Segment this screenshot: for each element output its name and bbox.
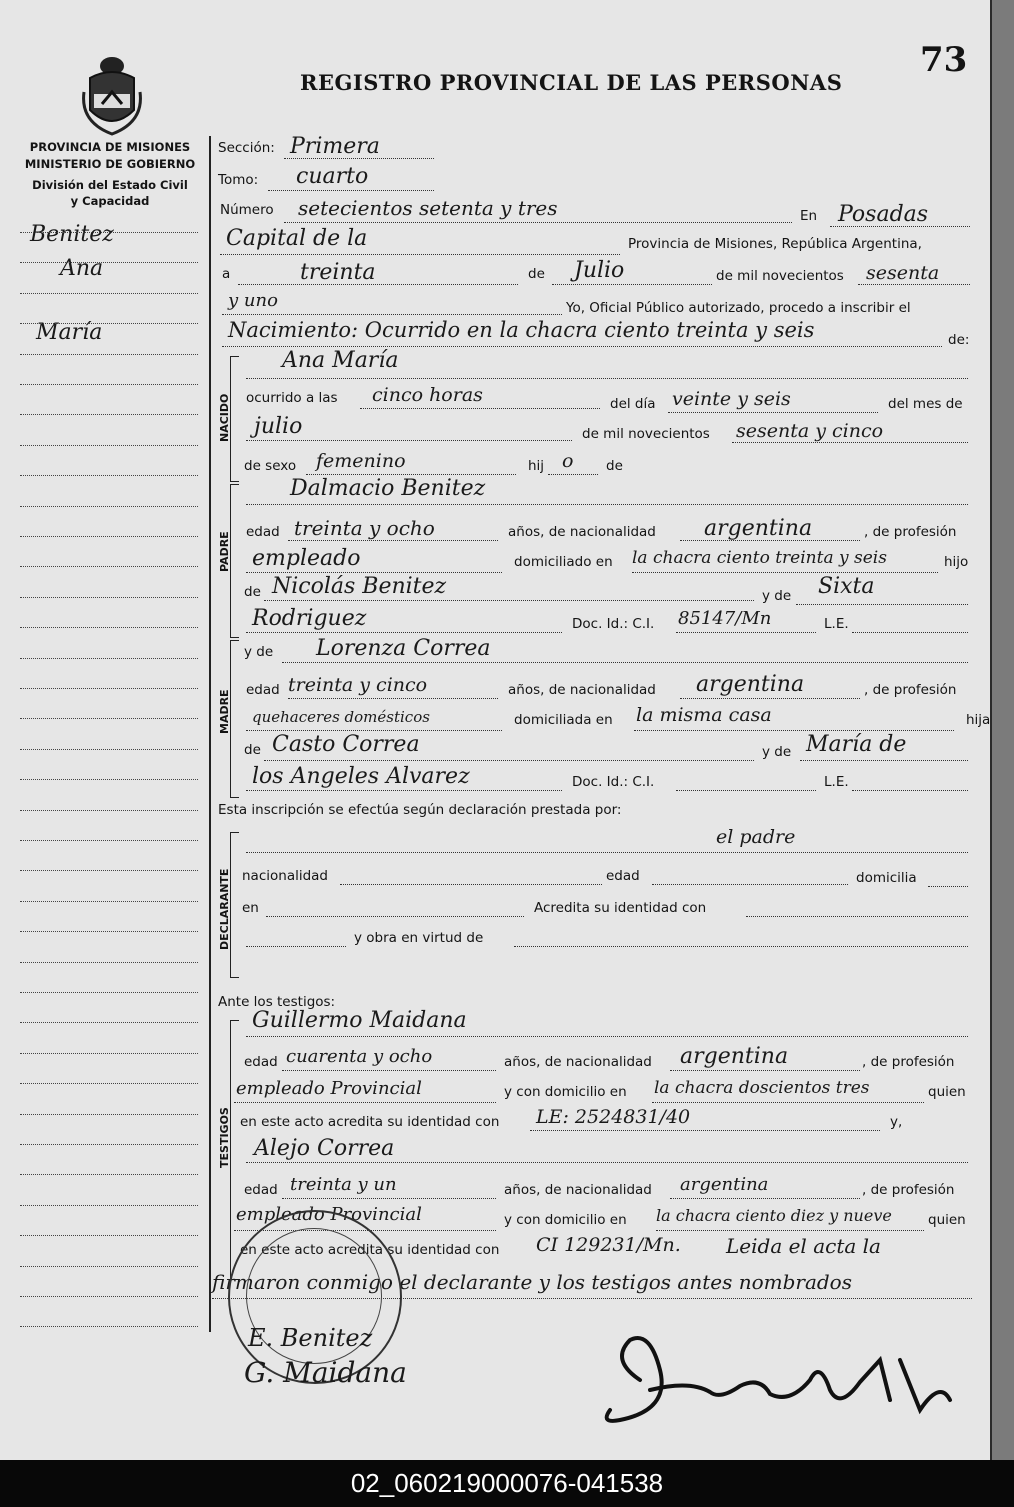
t2-name-line xyxy=(246,1162,968,1163)
page-edge xyxy=(990,0,1014,1460)
en-value: Posadas xyxy=(838,202,929,227)
dia-value: treinta xyxy=(300,260,376,285)
hij-label: hij xyxy=(528,458,545,474)
t2-edad-value: treinta y un xyxy=(290,1174,397,1195)
padre-madre-value: Sixta xyxy=(818,574,875,599)
margin-ruled-line xyxy=(20,840,198,841)
margin-ruled-line xyxy=(20,1235,198,1236)
declarante-side-label: DECLARANTE xyxy=(218,868,231,950)
declarante-edad-line xyxy=(652,884,848,885)
declarante-acredita-line xyxy=(746,916,968,917)
org-ministry: MINISTERIO DE GOBIERNO xyxy=(24,157,196,171)
t1-id-value: LE: 2524831/40 xyxy=(536,1106,691,1128)
padre-le-label: L.E. xyxy=(824,616,849,632)
margin-ruled-line xyxy=(20,1022,198,1023)
leida-text: Leida el acta la xyxy=(726,1234,881,1258)
margin-ruled-line xyxy=(20,810,198,811)
margin-name1: Ana xyxy=(60,256,104,281)
t1-prof-line xyxy=(234,1102,496,1103)
padre-dom-line xyxy=(632,572,938,573)
declarante-dom-label: domicilia xyxy=(856,870,917,886)
declarante-en-line xyxy=(266,916,524,917)
padre-le-line xyxy=(852,632,968,633)
madre-side-label: MADRE xyxy=(218,689,231,734)
t2-id-value: CI 129231/Mn. xyxy=(536,1234,681,1256)
t1-edad-value: cuarenta y ocho xyxy=(286,1046,433,1067)
t2-prof-label: , de profesión xyxy=(862,1182,955,1198)
padre-prof-line xyxy=(246,572,502,573)
declarante-value-line xyxy=(246,852,968,853)
page-number: 73 xyxy=(920,40,968,80)
de-label: de xyxy=(528,266,545,282)
madre-prof-label: , de profesión xyxy=(864,682,957,698)
margin-name2: María xyxy=(36,320,103,345)
margin-ruled-line xyxy=(20,688,198,689)
t2-acto-label: en este acto acredita su identidad con xyxy=(240,1242,500,1258)
padre-prof-label: , de profesión xyxy=(864,524,957,540)
madre-dom-label: domiciliada en xyxy=(514,712,613,728)
declarante-nac-label: nacionalidad xyxy=(242,868,329,884)
margin-ruled-line xyxy=(20,658,198,659)
officer-signature xyxy=(590,1320,960,1440)
testigos-intro: Ante los testigos: xyxy=(218,994,336,1010)
t1-nac-line xyxy=(670,1070,860,1071)
margin-ruled-line xyxy=(20,566,198,567)
place-line xyxy=(220,254,620,255)
nacido-anio-value: sesenta y cinco xyxy=(736,420,884,442)
testigos-side-label: TESTIGOS xyxy=(218,1107,231,1168)
margin-surname: Benitez xyxy=(30,222,114,247)
declarante-obra-line-a xyxy=(246,946,346,947)
padre-padre-line xyxy=(264,600,754,601)
madre-edad-label: edad xyxy=(246,682,280,698)
anio-value-2: y uno xyxy=(228,290,278,311)
padre-madre-line xyxy=(796,604,968,605)
numero-label: Número xyxy=(220,202,274,218)
padre-doc-value: 85147/Mn xyxy=(678,608,772,629)
declarante-intro: Esta inscripción se efectúa según declaración prestada por: xyxy=(218,802,622,818)
t2-dom-label: y con domicilio en xyxy=(504,1212,627,1228)
place-value: Capital de la xyxy=(226,226,368,251)
t1-nac-label: años, de nacionalidad xyxy=(504,1054,652,1070)
margin-ruled-line xyxy=(20,627,198,628)
declarante-dom-line xyxy=(928,886,968,887)
padre-doc-label: Doc. Id.: C.I. xyxy=(572,616,655,632)
t2-edad-label: edad xyxy=(244,1182,278,1198)
signature-declarante: E. Benitez xyxy=(248,1324,373,1352)
padre-name: Dalmacio Benitez xyxy=(290,476,486,501)
madre-name-line xyxy=(282,662,968,663)
declarante-en-label: en xyxy=(242,900,259,916)
hora-value: cinco horas xyxy=(372,384,483,406)
t1-dom-value: la chacra doscientos tres xyxy=(654,1078,870,1098)
declarante-bracket xyxy=(230,832,239,978)
t1-y-label: y, xyxy=(890,1114,903,1130)
madre-padre-line xyxy=(264,760,754,761)
margin-ruled-line xyxy=(20,597,198,598)
margin-ruled-line xyxy=(20,1296,198,1297)
padre-padre-value: Nicolás Benitez xyxy=(272,574,447,599)
padre-edad-line xyxy=(288,540,498,541)
document-title: REGISTRO PROVINCIAL DE LAS PERSONAS xyxy=(300,70,843,95)
hijo-label: hijo xyxy=(944,554,969,570)
padre-dom-value: la chacra ciento treinta y seis xyxy=(632,548,887,568)
margin-ruled-line xyxy=(20,931,198,932)
mes-label: del mes de xyxy=(888,396,963,412)
padre-madre-value-2: Rodriguez xyxy=(252,606,367,631)
madre-doc-line xyxy=(676,790,816,791)
padre-yde-label: y de xyxy=(762,588,792,604)
margin-ruled-line xyxy=(20,384,198,385)
anio-line xyxy=(858,284,970,285)
hora-line xyxy=(360,408,600,409)
margin-ruled-line xyxy=(20,1174,198,1175)
madre-nac-line xyxy=(680,698,860,699)
margin-ruled-line xyxy=(20,1114,198,1115)
margin-ruled-line xyxy=(20,992,198,993)
declarante-obra-line xyxy=(514,946,968,947)
margin-ruled-line xyxy=(20,445,198,446)
madre-de-label: de xyxy=(244,742,261,758)
margin-ruled-line xyxy=(20,1083,198,1084)
madre-edad-line xyxy=(288,698,498,699)
madre-yde-label: y de xyxy=(244,644,274,660)
org-capacity: y Capacidad xyxy=(70,194,150,208)
t2-edad-line xyxy=(282,1198,496,1199)
org-province: PROVINCIA DE MISIONES xyxy=(29,140,191,154)
declarante-nac-line xyxy=(340,884,602,885)
madre-yde2-label: y de xyxy=(762,744,792,760)
sexo-line xyxy=(306,474,516,475)
numero-line xyxy=(284,222,792,223)
margin-ruled-line xyxy=(20,870,198,871)
t1-dom-line xyxy=(652,1102,924,1103)
yo-label: Yo, Oficial Público autorizado, procedo a inscribir el xyxy=(566,300,911,316)
provincia-label: Provincia de Misiones, República Argentina, xyxy=(628,236,922,252)
padre-nac-label: años, de nacionalidad xyxy=(508,524,656,540)
hij-value: o xyxy=(562,450,574,472)
t2-quien-label: quien xyxy=(928,1212,966,1228)
nacido-dia-value: veinte y seis xyxy=(672,388,791,410)
margin-ruled-line xyxy=(20,901,198,902)
t2-dom-line xyxy=(656,1230,924,1231)
nacido-bracket xyxy=(230,356,239,482)
t2-nac-line xyxy=(670,1198,860,1199)
t2-dom-value: la chacra ciento diez y nueve xyxy=(656,1206,892,1225)
nacido-anio-label: de mil novecientos xyxy=(582,426,710,442)
sexo-value: femenino xyxy=(316,450,406,472)
t1-prof-label: , de profesión xyxy=(862,1054,955,1070)
declarante-value: el padre xyxy=(716,826,796,848)
margin-ruled-line xyxy=(20,1205,198,1206)
nacido-anio-line xyxy=(732,442,968,443)
margin-ruled-line xyxy=(20,414,198,415)
closing-text: firmaron conmigo el declarante y los testigos antes nombrados xyxy=(212,1270,852,1294)
nacido-side-label: NACIDO xyxy=(218,393,231,442)
padre-de-label: de xyxy=(244,584,261,600)
padre-bracket xyxy=(230,484,239,638)
padre-name-line xyxy=(246,504,968,505)
margin-ruled-line xyxy=(20,1053,198,1054)
nacido-name: Ana María xyxy=(282,348,399,373)
margin-ruled-line xyxy=(20,506,198,507)
en-label: En xyxy=(800,208,818,224)
padre-side-label: PADRE xyxy=(218,531,231,572)
padre-edad-value: treinta y ocho xyxy=(294,516,435,540)
madre-prof-value: quehaceres domésticos xyxy=(252,708,430,726)
anio2-line xyxy=(222,314,562,315)
declarante-obra-label: y obra en virtud de xyxy=(354,930,484,946)
madre-madre-value: María de xyxy=(806,732,907,757)
declarante-edad-label: edad xyxy=(606,868,640,884)
sexo-label: de sexo xyxy=(244,458,297,474)
declarante-acredita-label: Acredita su identidad con xyxy=(534,900,707,916)
numero-value: setecientos setenta y tres xyxy=(298,196,558,220)
madre-dom-value: la misma casa xyxy=(636,704,772,726)
nacido-name-line xyxy=(246,378,968,379)
t1-name: Guillermo Maidana xyxy=(252,1008,467,1033)
madre-madre2-line xyxy=(246,790,562,791)
margin-ruled-line xyxy=(20,1326,198,1327)
dia-line xyxy=(238,284,518,285)
margin-ruled-line xyxy=(20,354,198,355)
t1-id-line xyxy=(530,1130,880,1131)
t2-nac-label: años, de nacionalidad xyxy=(504,1182,652,1198)
hija-label: hija xyxy=(966,712,991,728)
padre-nac-value: argentina xyxy=(704,516,813,541)
margin-ruled-line xyxy=(20,1144,198,1145)
t1-edad-line xyxy=(282,1070,496,1071)
madre-prof-line xyxy=(246,730,502,731)
t1-prof-value: empleado Provincial xyxy=(236,1078,422,1099)
t1-acto-label: en este acto acredita su identidad con xyxy=(240,1114,500,1130)
hora-label: ocurrido a las xyxy=(246,390,338,406)
de-colon-label: de: xyxy=(948,332,970,348)
t1-quien-label: quien xyxy=(928,1084,966,1100)
tomo-label: Tomo: xyxy=(218,172,259,188)
padre-edad-label: edad xyxy=(246,524,280,540)
padre-madre2-line xyxy=(246,632,562,633)
margin-ruled-line xyxy=(20,1266,198,1267)
madre-le-line xyxy=(852,790,968,791)
margin-ruled-line xyxy=(20,323,198,324)
margin-ruled-line xyxy=(20,232,198,233)
madre-edad-value: treinta y cinco xyxy=(288,674,428,696)
madre-nac-value: argentina xyxy=(696,672,805,697)
tipo-value: Nacimiento: Ocurrido en la chacra ciento treinta y seis xyxy=(228,318,815,342)
org-division: División del Estado Civil xyxy=(32,178,188,192)
margin-ruled-line xyxy=(20,475,198,476)
margin-ruled-line xyxy=(20,262,198,263)
margin-divider xyxy=(209,136,211,1332)
seccion-label: Sección: xyxy=(218,140,275,156)
padre-doc-line xyxy=(676,632,816,633)
padre-prof-value: empleado xyxy=(252,546,361,571)
scan-id-footer: 02_060219000076-041538 xyxy=(0,1460,1014,1507)
t1-nac-value: argentina xyxy=(680,1044,789,1069)
t2-nac-value: argentina xyxy=(680,1174,769,1195)
margin-ruled-line xyxy=(20,749,198,750)
madre-madre-line xyxy=(800,760,968,761)
signature-witness: G. Maidana xyxy=(244,1356,407,1389)
nacido-de-label: de xyxy=(606,458,623,474)
seccion-value: Primera xyxy=(290,134,380,159)
madre-le-label: L.E. xyxy=(824,774,849,790)
testigos-bracket xyxy=(230,1020,239,1280)
mes-value: Julio xyxy=(574,258,625,283)
t2-prof-value: empleado Provincial xyxy=(236,1204,422,1225)
anio-value: sesenta xyxy=(866,262,940,284)
coat-of-arms-icon xyxy=(80,52,144,136)
t1-edad-label: edad xyxy=(244,1054,278,1070)
tomo-value: cuarto xyxy=(296,164,369,189)
tipo-line xyxy=(222,346,942,347)
margin-ruled-line xyxy=(20,536,198,537)
margin-ruled-line xyxy=(20,293,198,294)
tomo-line xyxy=(268,190,434,191)
madre-nac-label: años, de nacionalidad xyxy=(508,682,656,698)
madre-bracket xyxy=(230,640,239,798)
madre-name: Lorenza Correa xyxy=(316,636,491,661)
madre-dom-line xyxy=(634,730,954,731)
margin-ruled-line xyxy=(20,779,198,780)
t1-name-line xyxy=(246,1036,968,1037)
mes-line xyxy=(552,284,712,285)
hij-line xyxy=(548,474,598,475)
margin-ruled-line xyxy=(20,962,198,963)
t2-name: Alejo Correa xyxy=(254,1136,395,1161)
padre-dom-label: domiciliado en xyxy=(514,554,613,570)
nacido-mes-line xyxy=(246,440,572,441)
nacido-mes-value: julio xyxy=(254,414,303,439)
a-label: a xyxy=(222,266,231,282)
anio-label: de mil novecientos xyxy=(716,268,844,284)
madre-padre-value: Casto Correa xyxy=(272,732,420,757)
t1-dom-label: y con domicilio en xyxy=(504,1084,627,1100)
nacido-dia-line xyxy=(668,412,878,413)
dia-label: del día xyxy=(610,396,656,412)
madre-doc-label: Doc. Id.: C.I. xyxy=(572,774,655,790)
madre-madre-value-2: los Angeles Alvarez xyxy=(252,764,470,789)
margin-ruled-line xyxy=(20,718,198,719)
